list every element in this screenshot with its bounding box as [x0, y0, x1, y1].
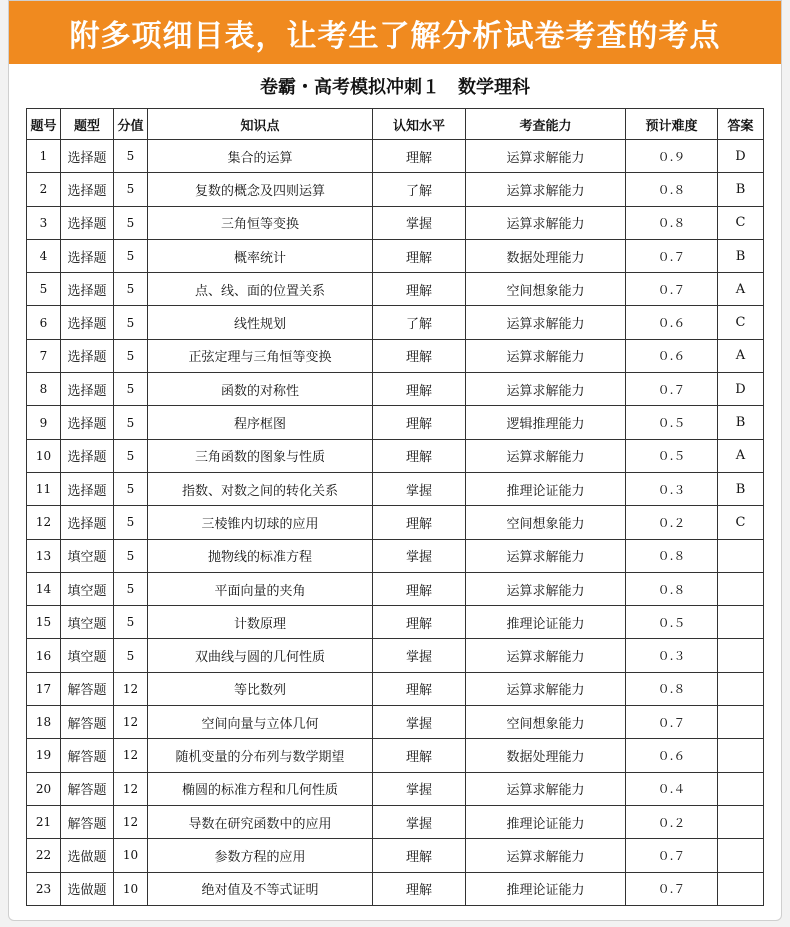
- difficulty-cell: ０.２: [626, 805, 718, 838]
- question-type-cell: 选择题: [61, 273, 114, 306]
- answer-cell: C: [718, 506, 764, 539]
- score-cell: 12: [114, 772, 148, 805]
- question-type-cell: 解答题: [61, 739, 114, 772]
- header-cell: 题型: [61, 109, 114, 140]
- cognitive-level-cell: 理解: [373, 606, 466, 639]
- cognitive-level-cell: 理解: [373, 672, 466, 705]
- document-title: 卷霸・高考模拟冲刺１ 数学理科: [260, 77, 530, 98]
- answer-cell: C: [718, 206, 764, 239]
- ability-cell: 空间想象能力: [466, 706, 626, 739]
- knowledge-point-cell: 计数原理: [148, 606, 373, 639]
- cognitive-level-cell: 理解: [373, 239, 466, 272]
- answer-cell: D: [718, 140, 764, 173]
- score-cell: 5: [114, 639, 148, 672]
- question-type-cell: 解答题: [61, 706, 114, 739]
- answer-cell: [718, 572, 764, 605]
- table-row: [27, 339, 764, 372]
- table-row: [27, 805, 764, 838]
- table-row: [27, 839, 764, 872]
- answer-cell: B: [718, 472, 764, 505]
- question-type-cell: 选择题: [61, 339, 114, 372]
- score-cell: 5: [114, 173, 148, 206]
- question-number-cell: 1: [27, 140, 61, 173]
- knowledge-point-cell: 概率统计: [148, 239, 373, 272]
- table-row: [27, 772, 764, 805]
- ability-cell: 推理论证能力: [466, 606, 626, 639]
- score-cell: 5: [114, 339, 148, 372]
- knowledge-point-cell: 程序框图: [148, 406, 373, 439]
- answer-cell: [718, 639, 764, 672]
- cognitive-level-cell: 掌握: [373, 206, 466, 239]
- ability-cell: 空间想象能力: [466, 273, 626, 306]
- knowledge-point-cell: 线性规划: [148, 306, 373, 339]
- question-number-cell: 23: [27, 872, 61, 905]
- cognitive-level-cell: 理解: [373, 439, 466, 472]
- question-type-cell: 选择题: [61, 239, 114, 272]
- cognitive-level-cell: 掌握: [373, 805, 466, 838]
- knowledge-point-cell: 参数方程的应用: [148, 839, 373, 872]
- knowledge-point-cell: 正弦定理与三角恒等变换: [148, 339, 373, 372]
- promo-banner: 附多项细目表，让考生了解分析试卷考查的考点: [9, 1, 781, 64]
- question-number-cell: 3: [27, 206, 61, 239]
- score-cell: 12: [114, 706, 148, 739]
- table-row: [27, 406, 764, 439]
- question-type-cell: 选择题: [61, 140, 114, 173]
- question-number-cell: 11: [27, 472, 61, 505]
- knowledge-point-cell: 集合的运算: [148, 140, 373, 173]
- ability-cell: 运算求解能力: [466, 639, 626, 672]
- difficulty-cell: ０.８: [626, 539, 718, 572]
- header-cell: 答案: [718, 109, 764, 140]
- answer-cell: B: [718, 239, 764, 272]
- difficulty-cell: ０.８: [626, 672, 718, 705]
- table-row: [27, 739, 764, 772]
- difficulty-cell: ０.８: [626, 572, 718, 605]
- header-cell: 题号: [27, 109, 61, 140]
- table-row: [27, 373, 764, 406]
- table-row: [27, 306, 764, 339]
- knowledge-point-cell: 绝对值及不等式证明: [148, 872, 373, 905]
- difficulty-cell: ０.７: [626, 273, 718, 306]
- knowledge-point-cell: 抛物线的标准方程: [148, 539, 373, 572]
- table-row: [27, 539, 764, 572]
- table-row: [27, 439, 764, 472]
- knowledge-point-cell: 点、线、面的位置关系: [148, 273, 373, 306]
- table-row: [27, 606, 764, 639]
- knowledge-point-cell: 导数在研究函数中的应用: [148, 805, 373, 838]
- difficulty-cell: ０.６: [626, 306, 718, 339]
- cognitive-level-cell: 了解: [373, 173, 466, 206]
- score-cell: 5: [114, 606, 148, 639]
- score-cell: 5: [114, 206, 148, 239]
- question-type-cell: 解答题: [61, 805, 114, 838]
- question-type-cell: 填空题: [61, 639, 114, 672]
- header-cell: 认知水平: [373, 109, 466, 140]
- knowledge-point-cell: 复数的概念及四则运算: [148, 173, 373, 206]
- cognitive-level-cell: 理解: [373, 572, 466, 605]
- answer-cell: [718, 839, 764, 872]
- score-cell: 5: [114, 373, 148, 406]
- answer-cell: [718, 872, 764, 905]
- question-number-cell: 14: [27, 572, 61, 605]
- cognitive-level-cell: 理解: [373, 872, 466, 905]
- answer-cell: [718, 539, 764, 572]
- answer-cell: A: [718, 339, 764, 372]
- question-type-cell: 选择题: [61, 472, 114, 505]
- ability-cell: 运算求解能力: [466, 339, 626, 372]
- question-type-cell: 填空题: [61, 572, 114, 605]
- knowledge-point-cell: 椭圆的标准方程和几何性质: [148, 772, 373, 805]
- knowledge-point-cell: 等比数列: [148, 672, 373, 705]
- header-cell: 分值: [114, 109, 148, 140]
- answer-cell: D: [718, 373, 764, 406]
- table-row: [27, 239, 764, 272]
- question-type-cell: 填空题: [61, 606, 114, 639]
- header-cell: 知识点: [148, 109, 373, 140]
- question-number-cell: 18: [27, 706, 61, 739]
- ability-cell: 运算求解能力: [466, 572, 626, 605]
- cognitive-level-cell: 掌握: [373, 539, 466, 572]
- score-cell: 12: [114, 672, 148, 705]
- knowledge-point-cell: 三角函数的图象与性质: [148, 439, 373, 472]
- ability-cell: 数据处理能力: [466, 239, 626, 272]
- score-cell: 5: [114, 406, 148, 439]
- difficulty-cell: ０.７: [626, 706, 718, 739]
- score-cell: 12: [114, 739, 148, 772]
- question-type-cell: 选择题: [61, 439, 114, 472]
- score-cell: 5: [114, 439, 148, 472]
- question-number-cell: 20: [27, 772, 61, 805]
- difficulty-cell: ０.２: [626, 506, 718, 539]
- question-type-cell: 选择题: [61, 306, 114, 339]
- knowledge-point-cell: 随机变量的分布列与数学期望: [148, 739, 373, 772]
- ability-cell: 运算求解能力: [466, 140, 626, 173]
- ability-cell: 逻辑推理能力: [466, 406, 626, 439]
- score-cell: 12: [114, 805, 148, 838]
- difficulty-cell: ０.９: [626, 140, 718, 173]
- question-number-cell: 12: [27, 506, 61, 539]
- question-type-cell: 解答题: [61, 772, 114, 805]
- ability-cell: 运算求解能力: [466, 672, 626, 705]
- header-cell: 考查能力: [466, 109, 626, 140]
- question-type-cell: 选做题: [61, 872, 114, 905]
- score-cell: 5: [114, 273, 148, 306]
- question-number-cell: 19: [27, 739, 61, 772]
- ability-cell: 数据处理能力: [466, 739, 626, 772]
- cognitive-level-cell: 理解: [373, 273, 466, 306]
- question-number-cell: 16: [27, 639, 61, 672]
- cognitive-level-cell: 掌握: [373, 639, 466, 672]
- difficulty-cell: ０.５: [626, 606, 718, 639]
- knowledge-point-cell: 三棱锥内切球的应用: [148, 506, 373, 539]
- difficulty-cell: ０.４: [626, 772, 718, 805]
- question-type-cell: 选择题: [61, 206, 114, 239]
- question-type-cell: 选择题: [61, 506, 114, 539]
- score-cell: 5: [114, 306, 148, 339]
- table-row: [27, 173, 764, 206]
- cognitive-level-cell: 理解: [373, 373, 466, 406]
- cognitive-level-cell: 理解: [373, 839, 466, 872]
- answer-cell: B: [718, 173, 764, 206]
- document-frame: [8, 0, 782, 921]
- difficulty-cell: ０.８: [626, 206, 718, 239]
- question-type-cell: 选择题: [61, 406, 114, 439]
- difficulty-cell: ０.６: [626, 339, 718, 372]
- cognitive-level-cell: 理解: [373, 406, 466, 439]
- table-header-row: [27, 109, 764, 140]
- question-number-cell: 15: [27, 606, 61, 639]
- question-type-cell: 选择题: [61, 373, 114, 406]
- question-number-cell: 8: [27, 373, 61, 406]
- cognitive-level-cell: 了解: [373, 306, 466, 339]
- difficulty-cell: ０.８: [626, 173, 718, 206]
- answer-cell: [718, 805, 764, 838]
- header-cell: 预计难度: [626, 109, 718, 140]
- answer-cell: [718, 739, 764, 772]
- question-number-cell: 21: [27, 805, 61, 838]
- question-number-cell: 4: [27, 239, 61, 272]
- answer-cell: [718, 772, 764, 805]
- ability-cell: 运算求解能力: [466, 206, 626, 239]
- table-row: [27, 706, 764, 739]
- table-row: [27, 273, 764, 306]
- ability-cell: 运算求解能力: [466, 306, 626, 339]
- cognitive-level-cell: 理解: [373, 140, 466, 173]
- table-body: [27, 140, 764, 906]
- score-cell: 10: [114, 872, 148, 905]
- ability-cell: 运算求解能力: [466, 373, 626, 406]
- knowledge-point-cell: 平面向量的夹角: [148, 572, 373, 605]
- ability-cell: 空间想象能力: [466, 506, 626, 539]
- question-number-cell: 2: [27, 173, 61, 206]
- answer-cell: [718, 706, 764, 739]
- difficulty-cell: ０.３: [626, 639, 718, 672]
- score-cell: 5: [114, 140, 148, 173]
- ability-cell: 运算求解能力: [466, 173, 626, 206]
- score-cell: 5: [114, 239, 148, 272]
- question-number-cell: 9: [27, 406, 61, 439]
- question-number-cell: 22: [27, 839, 61, 872]
- table-row: [27, 472, 764, 505]
- table-row: [27, 206, 764, 239]
- ability-cell: 推理论证能力: [466, 872, 626, 905]
- cognitive-level-cell: 理解: [373, 739, 466, 772]
- score-cell: 5: [114, 572, 148, 605]
- knowledge-point-cell: 三角恒等变换: [148, 206, 373, 239]
- answer-cell: B: [718, 406, 764, 439]
- score-cell: 10: [114, 839, 148, 872]
- answer-cell: C: [718, 306, 764, 339]
- answer-cell: [718, 606, 764, 639]
- question-number-cell: 10: [27, 439, 61, 472]
- table-row: [27, 639, 764, 672]
- cognitive-level-cell: 理解: [373, 339, 466, 372]
- difficulty-cell: ０.５: [626, 439, 718, 472]
- difficulty-cell: ０.３: [626, 472, 718, 505]
- ability-cell: 推理论证能力: [466, 472, 626, 505]
- answer-cell: A: [718, 273, 764, 306]
- ability-cell: 运算求解能力: [466, 439, 626, 472]
- table-row: [27, 572, 764, 605]
- table-row: [27, 672, 764, 705]
- ability-cell: 运算求解能力: [466, 772, 626, 805]
- cognitive-level-cell: 掌握: [373, 706, 466, 739]
- ability-cell: 运算求解能力: [466, 539, 626, 572]
- difficulty-cell: ０.７: [626, 839, 718, 872]
- cognitive-level-cell: 掌握: [373, 472, 466, 505]
- knowledge-point-cell: 函数的对称性: [148, 373, 373, 406]
- cognitive-level-cell: 掌握: [373, 772, 466, 805]
- question-number-cell: 17: [27, 672, 61, 705]
- knowledge-point-cell: 指数、对数之间的转化关系: [148, 472, 373, 505]
- table-row: [27, 872, 764, 905]
- question-type-cell: 选择题: [61, 173, 114, 206]
- difficulty-cell: ０.６: [626, 739, 718, 772]
- knowledge-point-cell: 双曲线与圆的几何性质: [148, 639, 373, 672]
- table-row: [27, 140, 764, 173]
- ability-cell: 推理论证能力: [466, 805, 626, 838]
- answer-cell: [718, 672, 764, 705]
- answer-cell: A: [718, 439, 764, 472]
- question-number-cell: 5: [27, 273, 61, 306]
- question-type-cell: 填空题: [61, 539, 114, 572]
- question-type-cell: 解答题: [61, 672, 114, 705]
- cognitive-level-cell: 理解: [373, 506, 466, 539]
- specification-table: [26, 108, 764, 906]
- difficulty-cell: ０.７: [626, 373, 718, 406]
- question-type-cell: 选做题: [61, 839, 114, 872]
- score-cell: 5: [114, 506, 148, 539]
- question-number-cell: 13: [27, 539, 61, 572]
- question-number-cell: 6: [27, 306, 61, 339]
- difficulty-cell: ０.７: [626, 872, 718, 905]
- ability-cell: 运算求解能力: [466, 839, 626, 872]
- difficulty-cell: ０.５: [626, 406, 718, 439]
- score-cell: 5: [114, 472, 148, 505]
- difficulty-cell: ０.７: [626, 239, 718, 272]
- score-cell: 5: [114, 539, 148, 572]
- knowledge-point-cell: 空间向量与立体几何: [148, 706, 373, 739]
- question-number-cell: 7: [27, 339, 61, 372]
- table-row: [27, 506, 764, 539]
